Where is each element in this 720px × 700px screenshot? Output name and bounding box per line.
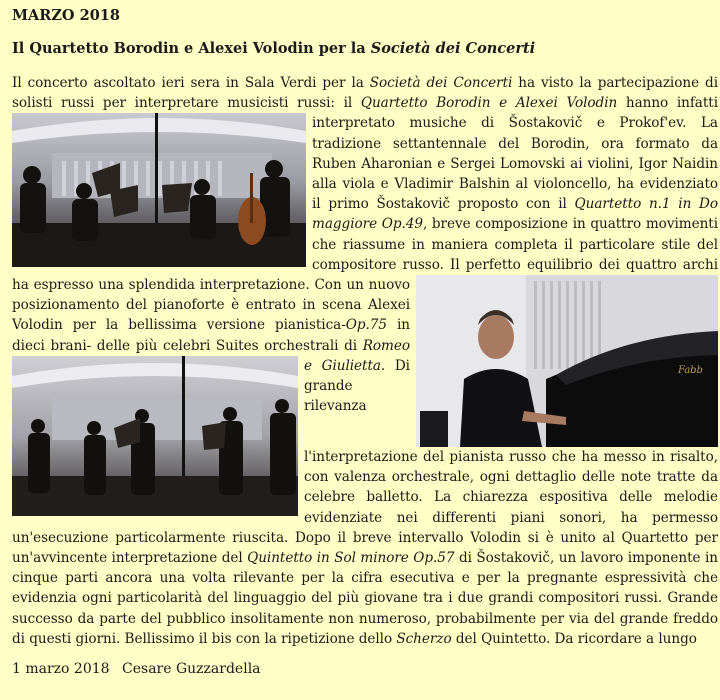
italic-run: Società dei Concerti bbox=[369, 75, 513, 91]
article-footer bbox=[12, 661, 269, 677]
quintet-bow-photo bbox=[12, 356, 298, 516]
text-run: Il concerto ascoltato ieri sera in Sala Verdi per la bbox=[12, 75, 370, 91]
article-title bbox=[12, 40, 535, 57]
text-run: posizionamento del pianoforte è entrato in scena Alexei Volodin per la bellissima versione pianistica- bbox=[12, 297, 410, 334]
text-run: . Di grande rilevanza l'interpretazione del pianista russo che ha messo in risalto, con valenza orchestrale, ogni dettaglio delle note tratte da celebre balletto. La chiarezza espositiva delle melodie evidenziate nei differenti piani sonori, ha permesso un'esecuzione particolarmente riuscita. Dopo il breve intervallo Volodin si è unito al Quartetto per un'avvincente interpretazione del bbox=[12, 357, 718, 567]
italic-run: Quartetto n.1 in Do maggiore Op.49 bbox=[312, 196, 718, 233]
text-run: del Quintetto. Da ricordare a lungo bbox=[451, 630, 697, 647]
article-body bbox=[12, 73, 718, 649]
article-paragraph bbox=[12, 73, 718, 649]
italic-run: Op.75 bbox=[345, 317, 387, 334]
text-run: ha visto la partecipazione di solisti russi per interpretare musicisti russi: il bbox=[12, 75, 718, 112]
issue-date-heading: MARZO 2018 bbox=[12, 7, 120, 24]
footer-author: Cesare Guzzardella bbox=[122, 661, 261, 677]
quartet-photo bbox=[12, 113, 306, 267]
text-run: in dieci brani- delle più celebri Suites orchestrali di bbox=[12, 317, 410, 354]
italic-run: Romeo e Giulietta bbox=[304, 337, 410, 374]
italic-run: Quintetto in Sol minore Op.57 bbox=[247, 550, 455, 567]
text-run: , breve composizione in quattro movimenti che riassume in maniera completa il particolare stile del compositore russo. Il perfetto equilibrio dei quattro archi ha espresso una splendida interpretazione. Con un nuovo bbox=[12, 216, 718, 294]
text-run: di Šostakovič, un lavoro imponente in cinque parti ancora una volta rilevante per la cifra esecutiva e per la pregnante espressività che evidenzia ogni particolarità del linguaggio del più giovane tra i due grandi compositori russi. Grande successo da parte del pubblico insolitamente non numeroso, probabilmente per via del grande freddo di questi giorni. Bellissimo il bis con la ripetizione dello bbox=[12, 550, 718, 647]
title-italic: Società dei Concerti bbox=[370, 40, 536, 57]
pianist-photo bbox=[416, 275, 718, 447]
italic-run: Scherzo bbox=[396, 630, 452, 647]
italic-run: Quartetto Borodin e Alexei Volodin bbox=[360, 95, 618, 112]
text-run: hanno infatti interpretato bbox=[312, 95, 718, 132]
footer-date: 1 marzo 2018 bbox=[12, 661, 110, 677]
piano-brand-logo: Fabb bbox=[678, 365, 703, 377]
text-run: musiche di Šostakovič e Prokof'ev. La tradizione settantennale del Borodin, ora formato da Ruben Aharonian e Sergei Lomovski ai violini, Igor Naidin alla viola e Vladimir Balshin al violoncello, ha evidenziato il primo Šostakovič proposto con il bbox=[312, 115, 718, 213]
title-text: Il Quartetto Borodin e Alexei Volodin per la bbox=[12, 40, 371, 57]
